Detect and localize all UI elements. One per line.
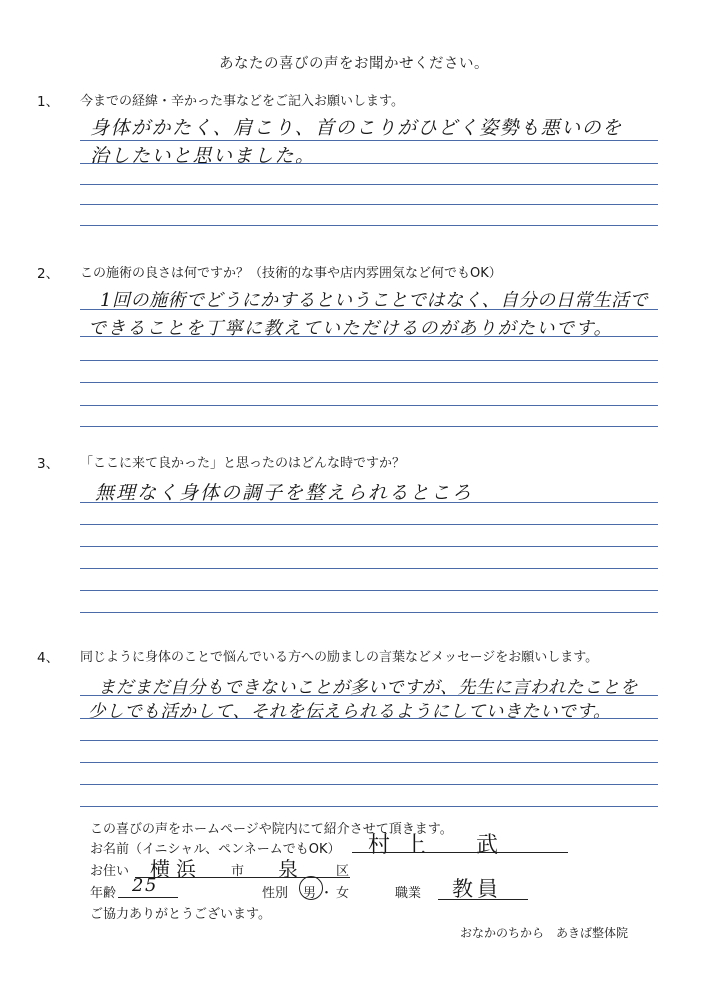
ruled-line — [80, 612, 658, 613]
thanks-text: ご協力ありがとうございます。 — [90, 907, 271, 922]
clinic-name: おなかのちから あきば整体院 — [460, 926, 629, 940]
question-number: 3、 — [37, 456, 60, 472]
ruled-line — [80, 204, 658, 205]
answer-line-1: まだまだ自分もできないことが多いですが、先生に言われたことを — [98, 678, 638, 698]
answer-line-1: 身体がかたく、肩こり、首のこりがひどく姿勢も悪いのを — [90, 117, 623, 139]
age-underline — [118, 897, 178, 898]
gender-label: 性別 — [262, 886, 289, 901]
address-ward-unit: 区 — [336, 864, 350, 879]
address-city: 横浜 — [150, 857, 202, 881]
gender-separator: ・ — [320, 886, 334, 901]
occupation-underline — [438, 899, 528, 900]
ruled-line — [80, 382, 658, 383]
page-title: あなたの喜びの声をお聞かせください。 — [219, 56, 489, 72]
address-city-unit: 市 — [231, 864, 245, 879]
ruled-line — [80, 695, 658, 696]
occupation-label: 職業 — [395, 886, 422, 901]
ruled-line — [80, 360, 658, 361]
question-number: 1、 — [37, 94, 60, 110]
age-label: 年齢 — [90, 886, 117, 901]
name-value: 村上 武 — [368, 833, 513, 858]
question-text: 今までの経緯・辛かった事などをご記入お願いします。 — [80, 94, 404, 109]
ruled-line — [80, 184, 658, 185]
answer-line-2: できることを丁寧に教えていただけるのがありがたいです。 — [88, 318, 614, 339]
question-text: 「ここに来て良かった」と思ったのはどんな時ですか？ — [80, 456, 406, 471]
question-text: この施術の良さは何ですか？（技術的な事や店内雰囲気など何でもOK） — [80, 266, 502, 281]
gender-female: 女 — [336, 886, 350, 901]
ruled-line — [80, 140, 658, 141]
gender-male: 男 — [303, 886, 317, 901]
ruled-line — [80, 784, 658, 785]
ruled-line — [80, 163, 658, 164]
question-number: 4、 — [37, 650, 60, 666]
ruled-line — [80, 546, 658, 547]
age-value: 25 — [132, 875, 158, 896]
question-number: 2、 — [37, 266, 60, 282]
ruled-line — [80, 309, 658, 310]
ruled-line — [80, 405, 658, 406]
answer-line-1: 無理なく身体の調子を整えられるところ — [95, 482, 474, 504]
ruled-line — [80, 740, 658, 741]
address-label: お住い — [90, 864, 130, 879]
ruled-line — [80, 502, 658, 503]
ruled-line — [80, 590, 658, 591]
ruled-line — [80, 762, 658, 763]
consent-text: この喜びの声をホームページや院内にて紹介させて頂きます。 — [90, 822, 453, 837]
ruled-line — [80, 524, 658, 525]
address-ward: 泉 — [278, 857, 300, 881]
answer-line-2: 治したいと思いました。 — [90, 145, 316, 167]
occupation-value: 教員 — [452, 877, 502, 901]
ruled-line — [80, 718, 658, 719]
answer-line-2: 少しでも活かして、それを伝えられるようにしていきたいです。 — [88, 702, 612, 722]
question-text: 同じように身体のことで悩んでいる方への励ましの言葉などメッセージをお願いします。 — [80, 650, 599, 665]
ruled-line — [80, 806, 658, 807]
ruled-line — [80, 336, 658, 337]
name-label: お名前（イニシャル、ペンネームでもOK） — [90, 842, 341, 857]
answer-line-1: 1回の施術でどうにかするということではなく、自分の日常生活で — [100, 290, 649, 311]
ruled-line — [80, 426, 658, 427]
ruled-line — [80, 568, 658, 569]
name-underline — [352, 852, 568, 853]
ruled-line — [80, 225, 658, 226]
